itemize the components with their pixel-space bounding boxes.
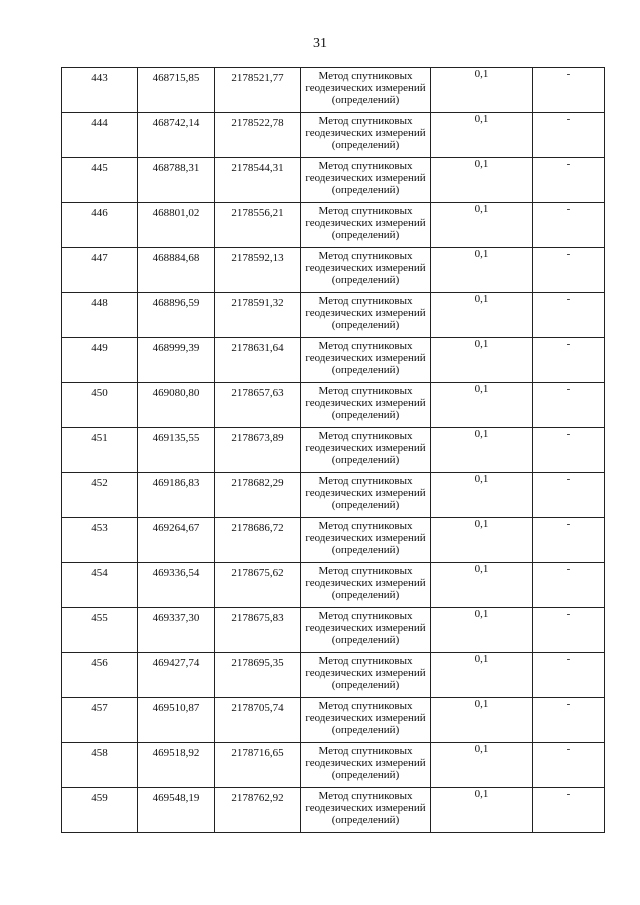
method-line: геодезических измерений bbox=[305, 667, 426, 679]
method-cell bbox=[301, 788, 431, 833]
method-cell bbox=[301, 653, 431, 698]
y-coordinate-cell bbox=[215, 608, 301, 653]
accuracy-cell: 0,1 bbox=[431, 743, 533, 788]
method-line: (определений) bbox=[331, 454, 400, 466]
dash-cell: - bbox=[533, 113, 605, 158]
method-line: (определений) bbox=[331, 814, 400, 826]
point-number-cell-value: 458 bbox=[91, 747, 108, 759]
table-row bbox=[62, 68, 605, 113]
method-line: (определений) bbox=[331, 544, 400, 556]
method-text bbox=[301, 68, 430, 106]
point-number-cell-value: 448 bbox=[91, 297, 108, 309]
y-coordinate-cell-value: 2178675,62 bbox=[231, 567, 284, 579]
point-number-cell-value: 456 bbox=[91, 657, 108, 669]
method-line: (определений) bbox=[331, 769, 400, 781]
point-number-cell bbox=[62, 293, 138, 338]
table-row bbox=[62, 743, 605, 788]
method-text bbox=[301, 383, 430, 421]
point-number-cell-value: 451 bbox=[91, 432, 108, 444]
method-line: Метод спутниковых bbox=[318, 70, 413, 82]
y-coordinate-cell bbox=[215, 158, 301, 203]
method-text bbox=[301, 563, 430, 601]
point-number-cell bbox=[62, 383, 138, 428]
accuracy-cell: 0,1 bbox=[431, 608, 533, 653]
method-line: Метод спутниковых bbox=[318, 115, 413, 127]
y-coordinate-cell bbox=[215, 383, 301, 428]
method-text bbox=[301, 203, 430, 241]
x-coordinate-cell bbox=[138, 158, 215, 203]
table-row bbox=[62, 698, 605, 743]
accuracy-cell: 0,1 bbox=[431, 338, 533, 383]
method-line: Метод спутниковых bbox=[318, 250, 413, 262]
method-text bbox=[301, 788, 430, 826]
x-coordinate-cell bbox=[138, 653, 215, 698]
method-line: (определений) bbox=[331, 319, 400, 331]
point-number-cell bbox=[62, 743, 138, 788]
x-coordinate-cell-value: 469510,87 bbox=[152, 702, 200, 714]
method-cell bbox=[301, 158, 431, 203]
method-cell bbox=[301, 248, 431, 293]
method-line: Метод спутниковых bbox=[318, 790, 413, 802]
y-coordinate-cell bbox=[215, 788, 301, 833]
method-cell bbox=[301, 698, 431, 743]
dash-cell: - bbox=[533, 563, 605, 608]
method-line: Метод спутниковых bbox=[318, 430, 413, 442]
point-number-cell-value: 446 bbox=[91, 207, 108, 219]
method-line: (определений) bbox=[331, 364, 400, 376]
method-line: Метод спутниковых bbox=[318, 655, 413, 667]
method-line: (определений) bbox=[331, 229, 400, 241]
y-coordinate-cell-value: 2178522,78 bbox=[231, 117, 284, 129]
point-number-cell bbox=[62, 788, 138, 833]
method-line: (определений) bbox=[331, 589, 400, 601]
table-row bbox=[62, 338, 605, 383]
dash-cell: - bbox=[533, 608, 605, 653]
x-coordinate-cell bbox=[138, 113, 215, 158]
table-row bbox=[62, 293, 605, 338]
y-coordinate-cell-value: 2178686,72 bbox=[231, 522, 284, 534]
x-coordinate-cell bbox=[138, 383, 215, 428]
accuracy-cell: 0,1 bbox=[431, 248, 533, 293]
table-row bbox=[62, 203, 605, 248]
method-line: Метод спутниковых bbox=[318, 475, 413, 487]
dash-cell: - bbox=[533, 158, 605, 203]
method-cell bbox=[301, 428, 431, 473]
x-coordinate-cell bbox=[138, 563, 215, 608]
accuracy-cell: 0,1 bbox=[431, 698, 533, 743]
dash-cell: - bbox=[533, 338, 605, 383]
accuracy-cell: 0,1 bbox=[431, 518, 533, 563]
method-line: Метод спутниковых bbox=[318, 385, 413, 397]
x-coordinate-cell bbox=[138, 743, 215, 788]
dash-cell: - bbox=[533, 293, 605, 338]
method-text bbox=[301, 338, 430, 376]
y-coordinate-cell-value: 2178592,13 bbox=[231, 252, 284, 264]
method-line: Метод спутниковых bbox=[318, 205, 413, 217]
dash-cell: - bbox=[533, 428, 605, 473]
y-coordinate-cell-value: 2178682,29 bbox=[231, 477, 284, 489]
method-line: геодезических измерений bbox=[305, 487, 426, 499]
x-coordinate-cell bbox=[138, 428, 215, 473]
table-row bbox=[62, 248, 605, 293]
table-row bbox=[62, 608, 605, 653]
method-line: геодезических измерений bbox=[305, 802, 426, 814]
point-number-cell-value: 454 bbox=[91, 567, 108, 579]
x-coordinate-cell bbox=[138, 473, 215, 518]
y-coordinate-cell-value: 2178591,32 bbox=[231, 297, 284, 309]
method-cell bbox=[301, 473, 431, 518]
method-line: геодезических измерений bbox=[305, 352, 426, 364]
y-coordinate-cell bbox=[215, 293, 301, 338]
point-number-cell-value: 453 bbox=[91, 522, 108, 534]
y-coordinate-cell bbox=[215, 248, 301, 293]
x-coordinate-cell bbox=[138, 788, 215, 833]
dash-cell: - bbox=[533, 788, 605, 833]
method-text bbox=[301, 248, 430, 286]
table-row bbox=[62, 113, 605, 158]
method-cell bbox=[301, 563, 431, 608]
method-line: Метод спутниковых bbox=[318, 520, 413, 532]
table-row bbox=[62, 788, 605, 833]
method-text bbox=[301, 653, 430, 691]
method-line: Метод спутниковых bbox=[318, 340, 413, 352]
dash-cell: - bbox=[533, 518, 605, 563]
point-number-cell-value: 457 bbox=[91, 702, 108, 714]
x-coordinate-cell-value: 469427,74 bbox=[152, 657, 200, 669]
method-line: (определений) bbox=[331, 274, 400, 286]
method-line: (определений) bbox=[331, 409, 400, 421]
method-line: (определений) bbox=[331, 724, 400, 736]
y-coordinate-cell bbox=[215, 653, 301, 698]
method-line: Метод спутниковых bbox=[318, 700, 413, 712]
x-coordinate-cell bbox=[138, 338, 215, 383]
point-number-cell-value: 445 bbox=[91, 162, 108, 174]
x-coordinate-cell-value: 468999,39 bbox=[152, 342, 200, 354]
method-cell bbox=[301, 608, 431, 653]
accuracy-cell: 0,1 bbox=[431, 653, 533, 698]
y-coordinate-cell bbox=[215, 518, 301, 563]
y-coordinate-cell bbox=[215, 698, 301, 743]
y-coordinate-cell bbox=[215, 743, 301, 788]
x-coordinate-cell-value: 469336,54 bbox=[152, 567, 200, 579]
point-number-cell bbox=[62, 563, 138, 608]
method-line: геодезических измерений bbox=[305, 532, 426, 544]
y-coordinate-cell-value: 2178695,35 bbox=[231, 657, 284, 669]
method-cell bbox=[301, 743, 431, 788]
x-coordinate-cell bbox=[138, 248, 215, 293]
point-number-cell bbox=[62, 608, 138, 653]
table-row bbox=[62, 653, 605, 698]
method-text bbox=[301, 698, 430, 736]
point-number-cell-value: 449 bbox=[91, 342, 108, 354]
method-line: (определений) bbox=[331, 679, 400, 691]
method-text bbox=[301, 428, 430, 466]
dash-cell: - bbox=[533, 698, 605, 743]
table-row bbox=[62, 158, 605, 203]
x-coordinate-cell bbox=[138, 203, 215, 248]
x-coordinate-cell bbox=[138, 608, 215, 653]
dash-cell: - bbox=[533, 68, 605, 113]
method-text bbox=[301, 473, 430, 511]
method-cell bbox=[301, 518, 431, 563]
x-coordinate-cell bbox=[138, 68, 215, 113]
x-coordinate-cell-value: 468884,68 bbox=[152, 252, 200, 264]
x-coordinate-cell-value: 469135,55 bbox=[152, 432, 200, 444]
x-coordinate-cell bbox=[138, 518, 215, 563]
method-line: геодезических измерений bbox=[305, 217, 426, 229]
method-cell bbox=[301, 338, 431, 383]
x-coordinate-cell-value: 468788,31 bbox=[152, 162, 200, 174]
point-number-cell bbox=[62, 113, 138, 158]
point-number-cell-value: 455 bbox=[91, 612, 108, 624]
x-coordinate-cell-value: 469337,30 bbox=[152, 612, 200, 624]
x-coordinate-cell-value: 468801,02 bbox=[152, 207, 200, 219]
point-number-cell-value: 443 bbox=[91, 72, 108, 84]
method-cell bbox=[301, 203, 431, 248]
y-coordinate-cell bbox=[215, 203, 301, 248]
method-text bbox=[301, 293, 430, 331]
table-row bbox=[62, 383, 605, 428]
y-coordinate-cell-value: 2178705,74 bbox=[231, 702, 284, 714]
y-coordinate-cell bbox=[215, 338, 301, 383]
point-number-cell bbox=[62, 428, 138, 473]
method-line: геодезических измерений bbox=[305, 262, 426, 274]
table-row bbox=[62, 428, 605, 473]
method-line: (определений) bbox=[331, 139, 400, 151]
point-number-cell-value: 452 bbox=[91, 477, 108, 489]
method-text bbox=[301, 743, 430, 781]
method-line: геодезических измерений bbox=[305, 127, 426, 139]
accuracy-cell: 0,1 bbox=[431, 788, 533, 833]
dash-cell: - bbox=[533, 473, 605, 518]
point-number-cell bbox=[62, 338, 138, 383]
method-cell bbox=[301, 383, 431, 428]
x-coordinate-cell-value: 469264,67 bbox=[152, 522, 200, 534]
method-line: геодезических измерений bbox=[305, 712, 426, 724]
x-coordinate-cell-value: 469186,83 bbox=[152, 477, 200, 489]
y-coordinate-cell-value: 2178673,89 bbox=[231, 432, 284, 444]
method-cell bbox=[301, 293, 431, 338]
method-text bbox=[301, 113, 430, 151]
point-number-cell-value: 447 bbox=[91, 252, 108, 264]
x-coordinate-cell-value: 469080,80 bbox=[152, 387, 200, 399]
x-coordinate-cell-value: 469518,92 bbox=[152, 747, 200, 759]
y-coordinate-cell-value: 2178544,31 bbox=[231, 162, 284, 174]
method-line: геодезических измерений bbox=[305, 757, 426, 769]
y-coordinate-cell bbox=[215, 563, 301, 608]
method-cell bbox=[301, 68, 431, 113]
accuracy-cell: 0,1 bbox=[431, 473, 533, 518]
method-line: (определений) bbox=[331, 184, 400, 196]
method-line: геодезических измерений bbox=[305, 442, 426, 454]
accuracy-cell: 0,1 bbox=[431, 383, 533, 428]
method-line: Метод спутниковых bbox=[318, 160, 413, 172]
y-coordinate-cell-value: 2178631,64 bbox=[231, 342, 284, 354]
point-number-cell bbox=[62, 203, 138, 248]
page-number: 31 bbox=[313, 36, 327, 51]
y-coordinate-cell-value: 2178762,92 bbox=[231, 792, 284, 804]
method-line: (определений) bbox=[331, 634, 400, 646]
method-text bbox=[301, 608, 430, 646]
method-line: геодезических измерений bbox=[305, 307, 426, 319]
method-line: геодезических измерений bbox=[305, 172, 426, 184]
y-coordinate-cell-value: 2178556,21 bbox=[231, 207, 284, 219]
x-coordinate-cell-value: 468715,85 bbox=[152, 72, 200, 84]
x-coordinate-cell bbox=[138, 293, 215, 338]
point-number-cell-value: 459 bbox=[91, 792, 108, 804]
coordinates-table-body bbox=[62, 68, 605, 833]
table-row bbox=[62, 563, 605, 608]
accuracy-cell: 0,1 bbox=[431, 563, 533, 608]
point-number-cell bbox=[62, 248, 138, 293]
dash-cell: - bbox=[533, 653, 605, 698]
x-coordinate-cell-value: 469548,19 bbox=[152, 792, 200, 804]
y-coordinate-cell bbox=[215, 473, 301, 518]
point-number-cell bbox=[62, 698, 138, 743]
dash-cell: - bbox=[533, 383, 605, 428]
dash-cell: - bbox=[533, 248, 605, 293]
method-line: геодезических измерений bbox=[305, 397, 426, 409]
point-number-cell bbox=[62, 68, 138, 113]
method-line: геодезических измерений bbox=[305, 622, 426, 634]
accuracy-cell: 0,1 bbox=[431, 428, 533, 473]
accuracy-cell: 0,1 bbox=[431, 203, 533, 248]
y-coordinate-cell bbox=[215, 113, 301, 158]
y-coordinate-cell bbox=[215, 428, 301, 473]
point-number-cell-value: 444 bbox=[91, 117, 108, 129]
method-line: Метод спутниковых bbox=[318, 295, 413, 307]
method-cell bbox=[301, 113, 431, 158]
table-row bbox=[62, 518, 605, 563]
dash-cell: - bbox=[533, 203, 605, 248]
point-number-cell bbox=[62, 518, 138, 563]
table-row bbox=[62, 473, 605, 518]
y-coordinate-cell-value: 2178521,77 bbox=[231, 72, 284, 84]
method-line: геодезических измерений bbox=[305, 82, 426, 94]
x-coordinate-cell bbox=[138, 698, 215, 743]
accuracy-cell: 0,1 bbox=[431, 158, 533, 203]
x-coordinate-cell-value: 468742,14 bbox=[152, 117, 200, 129]
method-line: Метод спутниковых bbox=[318, 745, 413, 757]
method-line: (определений) bbox=[331, 499, 400, 511]
y-coordinate-cell-value: 2178716,65 bbox=[231, 747, 284, 759]
method-text bbox=[301, 518, 430, 556]
point-number-cell bbox=[62, 653, 138, 698]
method-line: геодезических измерений bbox=[305, 577, 426, 589]
y-coordinate-cell-value: 2178657,63 bbox=[231, 387, 284, 399]
accuracy-cell: 0,1 bbox=[431, 68, 533, 113]
point-number-cell-value: 450 bbox=[91, 387, 108, 399]
point-number-cell bbox=[62, 473, 138, 518]
y-coordinate-cell bbox=[215, 68, 301, 113]
method-line: Метод спутниковых bbox=[318, 565, 413, 577]
dash-cell: - bbox=[533, 743, 605, 788]
method-text bbox=[301, 158, 430, 196]
y-coordinate-cell-value: 2178675,83 bbox=[231, 612, 284, 624]
method-line: (определений) bbox=[331, 94, 400, 106]
point-number-cell bbox=[62, 158, 138, 203]
x-coordinate-cell-value: 468896,59 bbox=[152, 297, 200, 309]
accuracy-cell: 0,1 bbox=[431, 113, 533, 158]
accuracy-cell: 0,1 bbox=[431, 293, 533, 338]
coordinates-table bbox=[61, 67, 605, 833]
method-line: Метод спутниковых bbox=[318, 610, 413, 622]
